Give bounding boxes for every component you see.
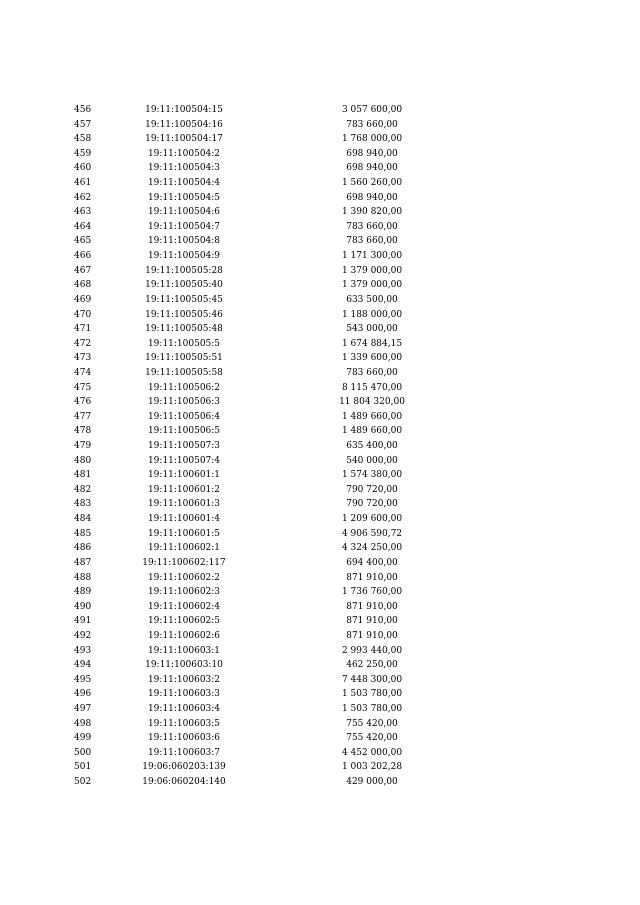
cadastral-number: 19:11:100506:5 bbox=[147, 426, 221, 437]
row-number: 485 bbox=[74, 528, 92, 539]
cadastral-value: 1 503 780,00 bbox=[341, 703, 403, 714]
cadastral-value: 698 940,00 bbox=[346, 192, 398, 203]
row-number: 466 bbox=[74, 251, 92, 262]
table-row bbox=[0, 176, 640, 191]
cadastral-number: 19:11:100504:4 bbox=[147, 178, 221, 189]
row-number: 476 bbox=[74, 397, 92, 408]
table-row bbox=[0, 717, 640, 732]
cadastral-number: 19:11:100603:2 bbox=[147, 674, 221, 685]
cadastral-number: 19:11:100602:117 bbox=[142, 557, 226, 568]
table-row bbox=[0, 366, 640, 381]
cadastral-value: 11 804 320,00 bbox=[339, 397, 405, 408]
table-row bbox=[0, 512, 640, 527]
cadastral-number: 19:11:100506:2 bbox=[147, 382, 221, 393]
cadastral-number: 19:06:060204:140 bbox=[142, 777, 226, 788]
table-row bbox=[0, 249, 640, 264]
table-row bbox=[0, 147, 640, 162]
cadastral-number: 19:11:100602:4 bbox=[147, 601, 221, 612]
row-number: 488 bbox=[74, 572, 92, 583]
table-row bbox=[0, 293, 640, 308]
table-row bbox=[0, 585, 640, 600]
table-row bbox=[0, 278, 640, 293]
cadastral-value: 871 910,00 bbox=[346, 616, 398, 627]
table-row bbox=[0, 541, 640, 556]
table-row bbox=[0, 454, 640, 469]
cadastral-number: 19:11:100504:16 bbox=[145, 119, 223, 130]
table-row bbox=[0, 497, 640, 512]
cadastral-value: 4 324 250,00 bbox=[341, 543, 403, 554]
cadastral-number: 19:11:100507:3 bbox=[147, 441, 221, 452]
cadastral-value: 783 660,00 bbox=[346, 236, 398, 247]
cadastral-value: 543 000,00 bbox=[346, 324, 398, 335]
cadastral-value: 1 560 260,00 bbox=[341, 178, 403, 189]
table-row bbox=[0, 337, 640, 352]
cadastral-value: 694 400,00 bbox=[346, 557, 398, 568]
row-number: 475 bbox=[74, 382, 92, 393]
cadastral-number: 19:11:100505:46 bbox=[145, 309, 223, 320]
cadastral-number: 19:11:100506:3 bbox=[147, 397, 221, 408]
cadastral-number: 19:11:100603:5 bbox=[147, 718, 221, 729]
table-row bbox=[0, 191, 640, 206]
cadastral-value: 871 910,00 bbox=[346, 572, 398, 583]
row-number: 467 bbox=[74, 265, 92, 276]
cadastral-number: 19:11:100601:3 bbox=[147, 499, 221, 510]
row-number: 459 bbox=[74, 148, 92, 159]
cadastral-value: 4 906 590,72 bbox=[341, 528, 403, 539]
table-row bbox=[0, 205, 640, 220]
cadastral-number: 19:11:100603:6 bbox=[147, 733, 221, 744]
cadastral-value: 1 379 000,00 bbox=[341, 280, 403, 291]
cadastral-value: 1 188 000,00 bbox=[341, 309, 403, 320]
row-number: 465 bbox=[74, 236, 92, 247]
row-number: 502 bbox=[74, 777, 92, 788]
row-number: 484 bbox=[74, 514, 92, 525]
cadastral-value: 1 390 820,00 bbox=[341, 207, 403, 218]
cadastral-value: 3 057 600,00 bbox=[341, 105, 403, 115]
table-row bbox=[0, 483, 640, 498]
cadastral-value-table bbox=[0, 103, 640, 790]
row-number: 468 bbox=[74, 280, 92, 291]
cadastral-value: 635 400,00 bbox=[346, 441, 398, 452]
table-row bbox=[0, 424, 640, 439]
table-row bbox=[0, 527, 640, 542]
cadastral-value: 1 489 660,00 bbox=[341, 426, 403, 437]
table-row bbox=[0, 629, 640, 644]
cadastral-value: 783 660,00 bbox=[346, 119, 398, 130]
cadastral-value: 1 489 660,00 bbox=[341, 411, 403, 422]
cadastral-value: 7 448 300,00 bbox=[341, 674, 403, 685]
cadastral-value: 698 940,00 bbox=[346, 163, 398, 174]
table-row bbox=[0, 264, 640, 279]
cadastral-value: 2 993 440,00 bbox=[341, 645, 403, 656]
table-row bbox=[0, 702, 640, 717]
cadastral-value: 1 768 000,00 bbox=[341, 134, 403, 145]
row-number: 500 bbox=[74, 747, 92, 758]
table-row bbox=[0, 746, 640, 761]
row-number: 489 bbox=[74, 587, 92, 598]
cadastral-number: 19:11:100504:8 bbox=[147, 236, 221, 247]
table-row bbox=[0, 220, 640, 235]
cadastral-value: 1 736 760,00 bbox=[341, 587, 403, 598]
cadastral-number: 19:11:100602:6 bbox=[147, 630, 221, 641]
cadastral-number: 19:11:100505:28 bbox=[145, 265, 223, 276]
row-number: 461 bbox=[74, 178, 92, 189]
table-row bbox=[0, 600, 640, 615]
table-row bbox=[0, 395, 640, 410]
cadastral-number: 19:11:100602:2 bbox=[147, 572, 221, 583]
cadastral-number: 19:11:100504:3 bbox=[147, 163, 221, 174]
cadastral-number: 19:11:100601:4 bbox=[147, 514, 221, 525]
table-row bbox=[0, 614, 640, 629]
table-row bbox=[0, 760, 640, 775]
row-number: 482 bbox=[74, 484, 92, 495]
table-row bbox=[0, 234, 640, 249]
table-row bbox=[0, 731, 640, 746]
cadastral-number: 19:11:100505:58 bbox=[145, 367, 223, 378]
row-number: 491 bbox=[74, 616, 92, 627]
table-row bbox=[0, 410, 640, 425]
row-number: 470 bbox=[74, 309, 92, 320]
row-number: 471 bbox=[74, 324, 92, 335]
row-number: 487 bbox=[74, 557, 92, 568]
table-row bbox=[0, 161, 640, 176]
cadastral-value: 790 720,00 bbox=[346, 499, 398, 510]
cadastral-number: 19:11:100603:4 bbox=[147, 703, 221, 714]
table-row bbox=[0, 468, 640, 483]
row-number: 460 bbox=[74, 163, 92, 174]
cadastral-number: 19:11:100505:51 bbox=[145, 353, 223, 364]
row-number: 499 bbox=[74, 733, 92, 744]
table-row bbox=[0, 439, 640, 454]
cadastral-number: 19:11:100504:17 bbox=[145, 134, 223, 145]
row-number: 462 bbox=[74, 192, 92, 203]
table-row bbox=[0, 644, 640, 659]
cadastral-number: 19:11:100504:5 bbox=[147, 192, 221, 203]
cadastral-value: 783 660,00 bbox=[346, 367, 398, 378]
row-number: 478 bbox=[74, 426, 92, 437]
table-row bbox=[0, 556, 640, 571]
cadastral-number: 19:11:100602:5 bbox=[147, 616, 221, 627]
cadastral-number: 19:11:100504:15 bbox=[145, 105, 223, 115]
row-number: 494 bbox=[74, 660, 92, 671]
table-row bbox=[0, 673, 640, 688]
table-row bbox=[0, 381, 640, 396]
table-row bbox=[0, 103, 640, 118]
row-number: 469 bbox=[74, 294, 92, 305]
cadastral-value: 1 339 600,00 bbox=[341, 353, 403, 364]
cadastral-value: 755 420,00 bbox=[346, 733, 398, 744]
cadastral-number: 19:11:100505:48 bbox=[145, 324, 223, 335]
row-number: 457 bbox=[74, 119, 92, 130]
cadastral-number: 19:11:100602:3 bbox=[147, 587, 221, 598]
row-number: 497 bbox=[74, 703, 92, 714]
cadastral-value: 698 940,00 bbox=[346, 148, 398, 159]
cadastral-value: 790 720,00 bbox=[346, 484, 398, 495]
cadastral-number: 19:11:100505:40 bbox=[145, 280, 223, 291]
row-number: 496 bbox=[74, 689, 92, 700]
row-number: 458 bbox=[74, 134, 92, 145]
row-number: 456 bbox=[74, 105, 92, 115]
table-row bbox=[0, 687, 640, 702]
cadastral-number: 19:11:100602:1 bbox=[147, 543, 221, 554]
row-number: 473 bbox=[74, 353, 92, 364]
cadastral-number: 19:11:100505:5 bbox=[147, 338, 221, 349]
cadastral-number: 19:11:100504:2 bbox=[147, 148, 221, 159]
row-number: 472 bbox=[74, 338, 92, 349]
table-row bbox=[0, 132, 640, 147]
cadastral-value: 4 452 000,00 bbox=[341, 747, 403, 758]
row-number: 486 bbox=[74, 543, 92, 554]
cadastral-value: 540 000,00 bbox=[346, 455, 398, 466]
cadastral-number: 19:11:100603:10 bbox=[145, 660, 223, 671]
cadastral-number: 19:11:100504:7 bbox=[147, 221, 221, 232]
cadastral-value: 1 574 380,00 bbox=[341, 470, 403, 481]
row-number: 477 bbox=[74, 411, 92, 422]
row-number: 501 bbox=[74, 762, 92, 773]
cadastral-value: 429 000,00 bbox=[346, 777, 398, 788]
row-number: 480 bbox=[74, 455, 92, 466]
row-number: 495 bbox=[74, 674, 92, 685]
cadastral-number: 19:11:100506:4 bbox=[147, 411, 221, 422]
cadastral-value: 871 910,00 bbox=[346, 601, 398, 612]
cadastral-value: 462 250,00 bbox=[346, 660, 398, 671]
row-number: 481 bbox=[74, 470, 92, 481]
table-row bbox=[0, 658, 640, 673]
row-number: 483 bbox=[74, 499, 92, 510]
cadastral-number: 19:11:100601:2 bbox=[147, 484, 221, 495]
cadastral-number: 19:11:100504:9 bbox=[147, 251, 221, 262]
table-row bbox=[0, 775, 640, 790]
cadastral-number: 19:11:100505:45 bbox=[145, 294, 223, 305]
row-number: 498 bbox=[74, 718, 92, 729]
cadastral-value: 8 115 470,00 bbox=[341, 382, 403, 393]
table-row bbox=[0, 322, 640, 337]
table-row bbox=[0, 308, 640, 323]
cadastral-value: 1 503 780,00 bbox=[341, 689, 403, 700]
row-number: 479 bbox=[74, 441, 92, 452]
cadastral-number: 19:11:100603:3 bbox=[147, 689, 221, 700]
cadastral-number: 19:11:100601:1 bbox=[147, 470, 221, 481]
table-row bbox=[0, 118, 640, 133]
cadastral-number: 19:06:060203:139 bbox=[142, 762, 226, 773]
row-number: 490 bbox=[74, 601, 92, 612]
cadastral-value: 1 379 000,00 bbox=[341, 265, 403, 276]
row-number: 492 bbox=[74, 630, 92, 641]
row-number: 464 bbox=[74, 221, 92, 232]
cadastral-number: 19:11:100504:6 bbox=[147, 207, 221, 218]
cadastral-number: 19:11:100601:5 bbox=[147, 528, 221, 539]
cadastral-value: 871 910,00 bbox=[346, 630, 398, 641]
cadastral-value: 1 674 884,15 bbox=[341, 338, 403, 349]
cadastral-number: 19:11:100507:4 bbox=[147, 455, 221, 466]
cadastral-number: 19:11:100603:1 bbox=[147, 645, 221, 656]
cadastral-value: 1 171 300,00 bbox=[341, 251, 403, 262]
row-number: 493 bbox=[74, 645, 92, 656]
table-row bbox=[0, 351, 640, 366]
table-row bbox=[0, 571, 640, 586]
cadastral-value: 633 500,00 bbox=[346, 294, 398, 305]
cadastral-value: 783 660,00 bbox=[346, 221, 398, 232]
row-number: 474 bbox=[74, 367, 92, 378]
cadastral-value: 1 209 600,00 bbox=[341, 514, 403, 525]
cadastral-number: 19:11:100603:7 bbox=[147, 747, 221, 758]
row-number: 463 bbox=[74, 207, 92, 218]
cadastral-value: 755 420,00 bbox=[346, 718, 398, 729]
cadastral-value: 1 003 202,28 bbox=[341, 762, 403, 773]
